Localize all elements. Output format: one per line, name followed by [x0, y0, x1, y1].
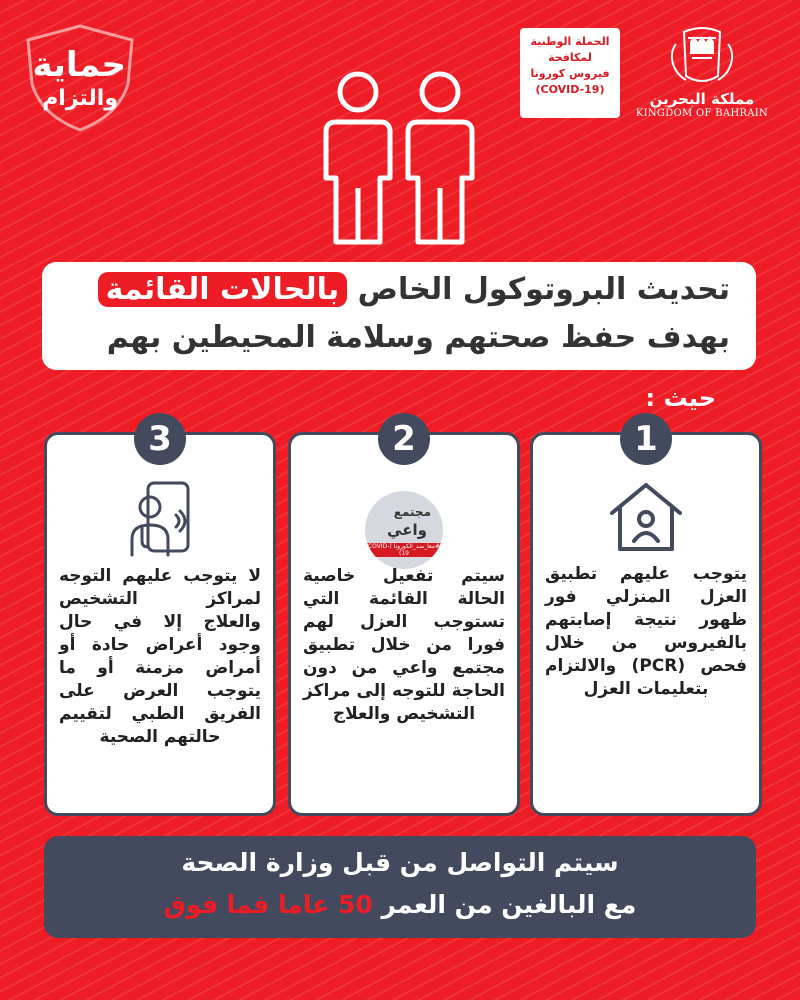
title-box	[42, 262, 756, 370]
contact-notice-box	[44, 836, 756, 938]
badge-line2: واعي	[387, 521, 427, 539]
title-line1	[98, 272, 730, 307]
notice-line1: سيتم التواصل من قبل وزارة الصحة	[181, 848, 619, 877]
logo-line2: والتزام	[42, 86, 118, 111]
step-card-1	[530, 419, 762, 816]
step-number: 1	[620, 413, 672, 465]
community-aware-badge	[365, 491, 443, 569]
badge-band: #معا_ضد_الكورونا (COVID-19)	[365, 543, 443, 557]
kingdom-english: KINGDOM OF BAHRAIN	[635, 108, 769, 119]
logo-line1: حماية	[32, 45, 126, 85]
bahrain-emblem	[632, 24, 772, 122]
campaign-line3: فيروس كورونا	[530, 67, 610, 80]
step-text: سيتم تفعيل خاصية الحالة القائمة التي تستوجب العزل لهم فورا من خلال تطبيق مجتمع واعي من دون الحاجة للتوجه إلى مراكز التشخيص والعلاج	[303, 566, 505, 724]
title-line2: بهدف حفظ صحتهم وسلامة المحيطين بهم	[106, 320, 730, 355]
doctor-phone-icon	[120, 479, 200, 559]
notice-line2	[44, 890, 756, 919]
protection-commitment-logo	[20, 22, 140, 132]
step-number: 3	[134, 413, 186, 465]
kingdom-arabic: مملكة البحرين	[649, 90, 755, 108]
step-number: 2	[378, 413, 430, 465]
crest-icon	[632, 24, 772, 90]
title-highlight: بالحالات القائمة	[98, 272, 348, 307]
home-person-icon	[606, 479, 686, 555]
step-text: يتوجب عليهم تطبيق العزل المنزلي فور ظهور نتيجة إصابتهم بالفيروس من خلال فحص (PCR) والالتزام بتعليمات العزل	[545, 564, 747, 699]
two-people-icon	[318, 68, 488, 246]
badge-line1: مجتمع	[393, 505, 431, 519]
campaign-line1: الحملة الوطنية	[530, 35, 610, 48]
step-text: لا يتوجب عليهم التوجه لمراكز التشخيص والعلاج إلا في حال وجود أعراض حادة أو أمراض مزمنة أو ما يتوجب العرض على الفريق الطبي لتقييم حالتهم الصحية	[59, 566, 261, 747]
notice-highlight: 50 عاما فما فوق	[163, 890, 373, 919]
campaign-line4: (COVID-19)	[535, 83, 605, 96]
campaign-line2: لمكافحة	[548, 51, 592, 64]
title-prefix: تحديث البروتوكول الخاص	[347, 272, 730, 307]
notice-prefix: مع البالغين من العمر	[372, 890, 637, 919]
step-card-3	[44, 419, 276, 816]
national-campaign-badge	[520, 28, 620, 118]
where-label: حيث :	[645, 384, 716, 412]
step-card-2	[288, 419, 520, 816]
